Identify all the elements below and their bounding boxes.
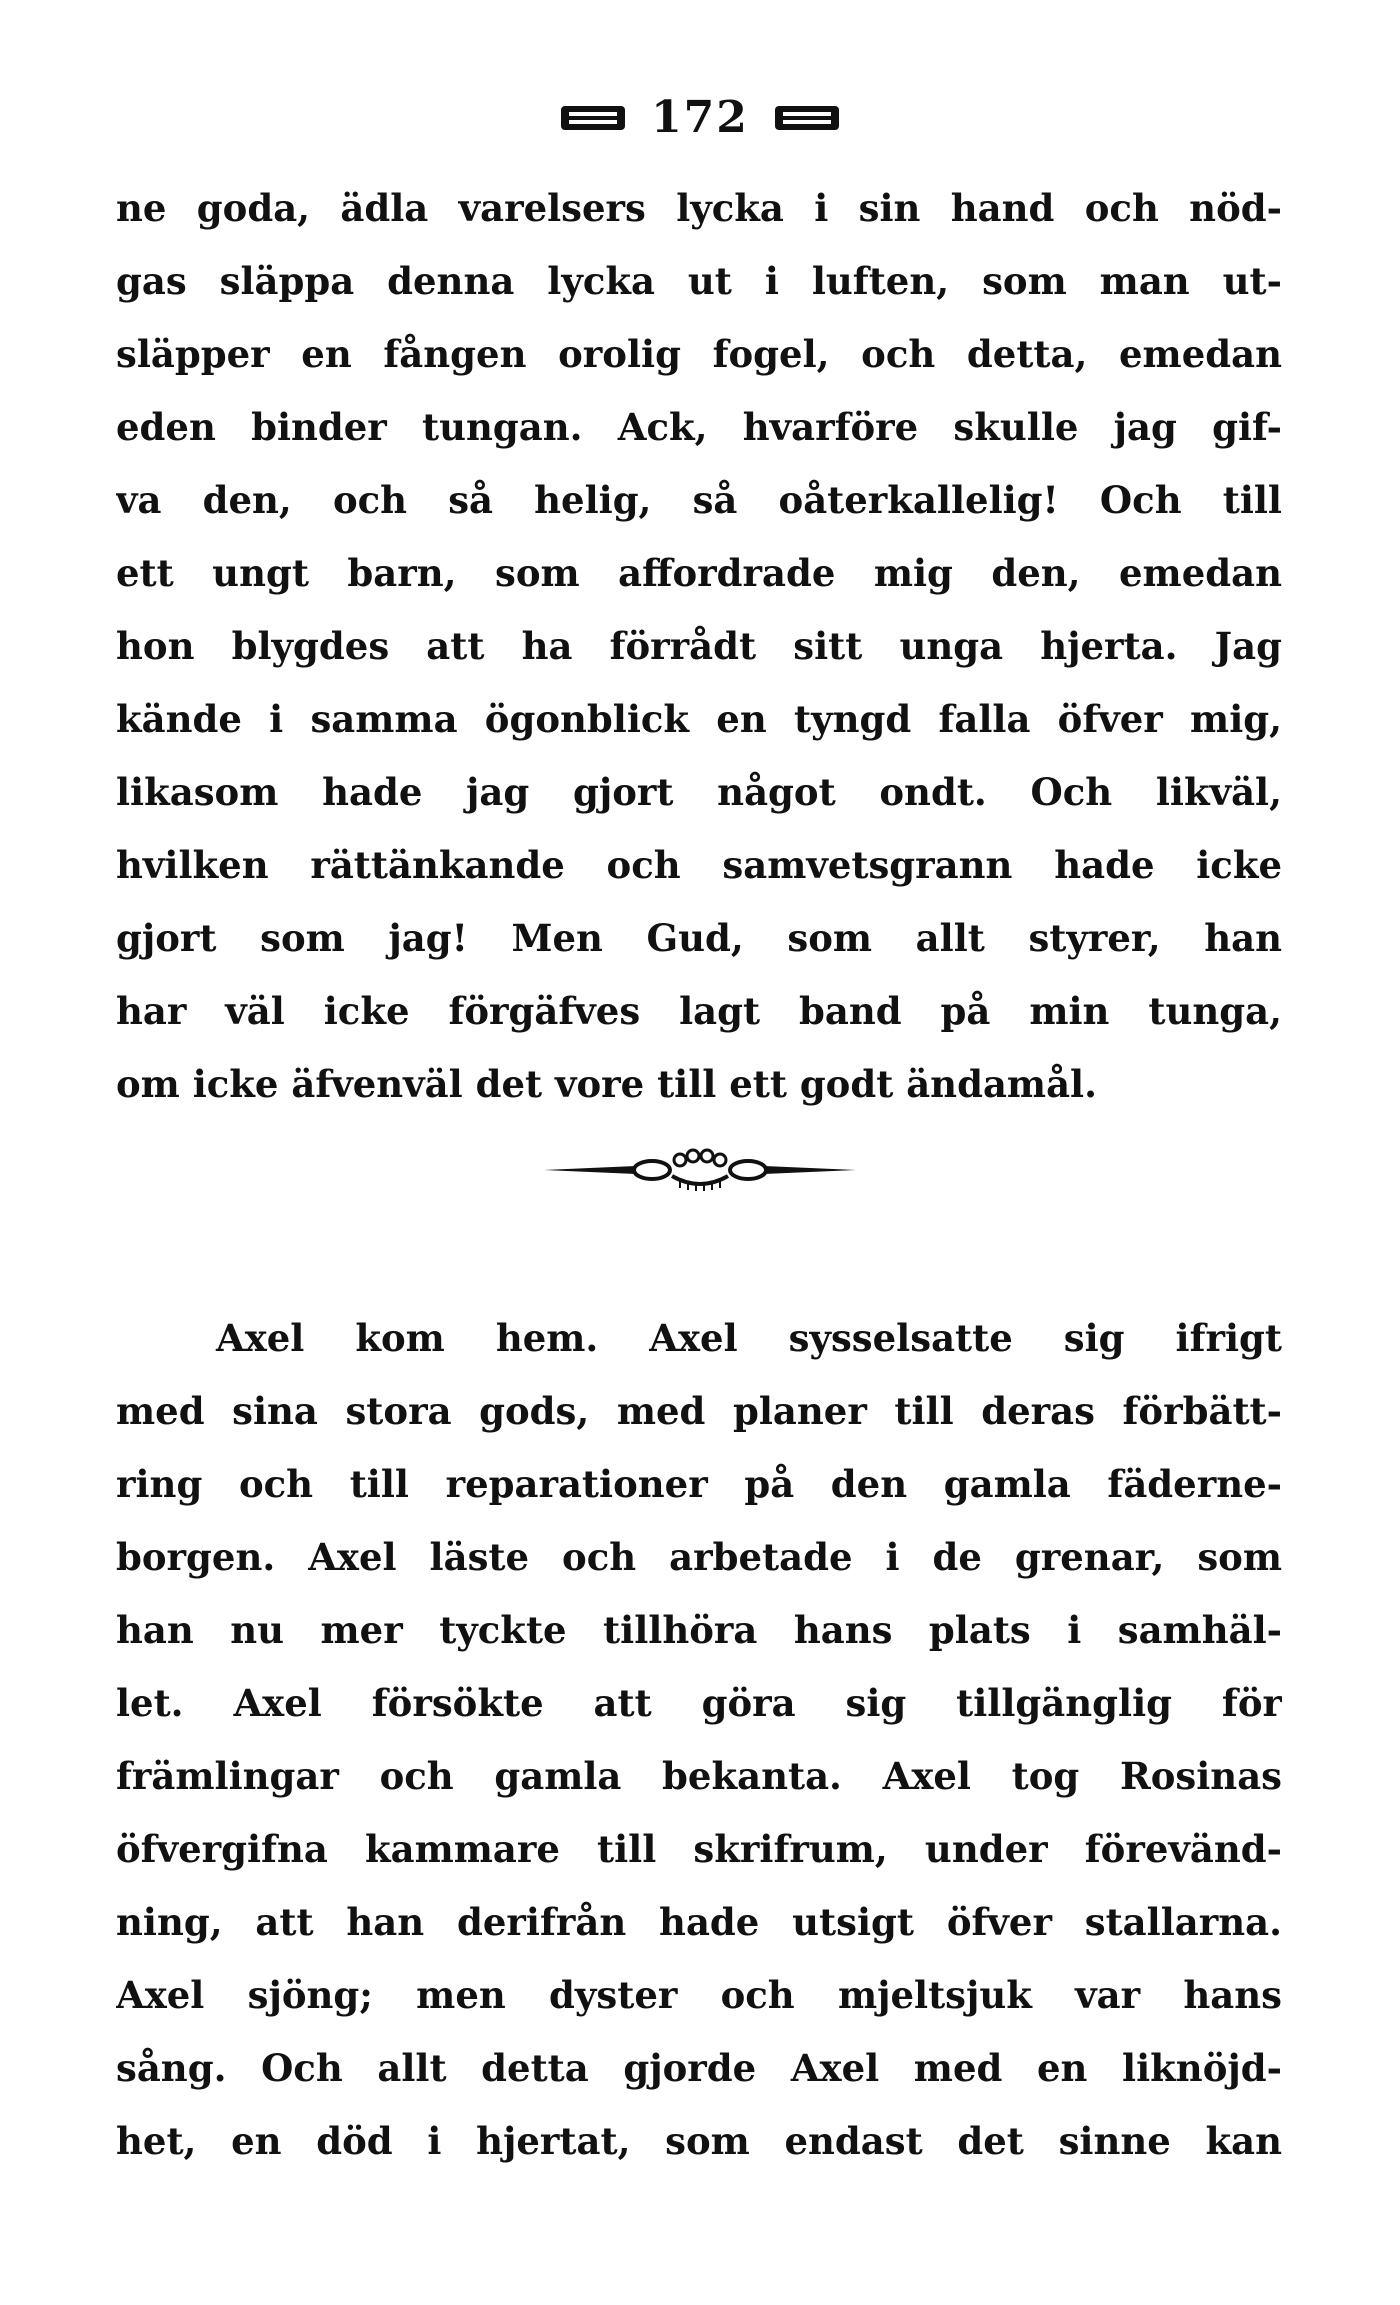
text-line: har väl icke förgäfves lagt band på min tunga,	[116, 989, 1282, 1033]
text-line: ning, att han derifrån hade utsigt öfver stallarna.	[116, 1900, 1282, 1944]
header-ornament-right-icon	[773, 100, 841, 136]
section-divider-ornament-icon	[540, 1140, 860, 1200]
text-line: va den, och så helig, så oåterkallelig! Och till	[116, 478, 1282, 522]
text-line: sång. Och allt detta gjorde Axel med en liknöjd-	[116, 2046, 1282, 2090]
text-line: främlingar och gamla bekanta. Axel tog Rosinas	[116, 1754, 1282, 1798]
text-line: ne goda, ädla varelsers lycka i sin hand och nöd-	[116, 186, 1282, 230]
text-line: Axel sjöng; men dyster och mjeltsjuk var hans	[116, 1973, 1282, 2017]
paragraph-1	[116, 172, 1282, 1121]
text-line: ring och till reparationer på den gamla fäderne-	[116, 1462, 1282, 1506]
page-header	[0, 88, 1400, 148]
header-ornament-left-icon	[559, 100, 627, 136]
text-line: han nu mer tyckte tillhöra hans plats i samhäl-	[116, 1608, 1282, 1652]
text-line: gjort som jag! Men Gud, som allt styrer, han	[116, 916, 1282, 960]
text-line: gas släppa denna lycka ut i luften, som man ut-	[116, 259, 1282, 303]
text-line: om icke äfvenväl det vore till ett godt ändamål.	[116, 1062, 1097, 1106]
text-line: släpper en fången orolig fogel, och detta, emedan	[116, 332, 1282, 376]
text-line: hvilken rättänkande och samvetsgrann hade icke	[116, 843, 1282, 887]
text-line: med sina stora gods, med planer till deras förbätt-	[116, 1389, 1282, 1433]
text-line: borgen. Axel läste och arbetade i de grenar, som	[116, 1535, 1282, 1579]
text-line: ett ungt barn, som affordrade mig den, emedan	[116, 551, 1282, 595]
text-line: likasom hade jag gjort något ondt. Och likväl,	[116, 770, 1282, 814]
text-line: hon blygdes att ha förrådt sitt unga hjerta. Jag	[116, 624, 1282, 668]
text-line: eden binder tungan. Ack, hvarföre skulle jag gif-	[116, 405, 1282, 449]
text-line: öfvergifna kammare till skrifrum, under förevänd-	[116, 1827, 1282, 1871]
paragraph-2	[116, 1302, 1282, 2178]
text-line: kände i samma ögonblick en tyngd falla öfver mig,	[116, 697, 1282, 741]
text-line: het, en död i hjertat, som endast det sinne kan	[116, 2119, 1282, 2163]
page-number: 172	[651, 92, 749, 143]
text-line: let. Axel försökte att göra sig tillgänglig för	[116, 1681, 1282, 1725]
text-line: Axel kom hem. Axel sysselsatte sig ifrigt	[216, 1316, 1282, 1360]
